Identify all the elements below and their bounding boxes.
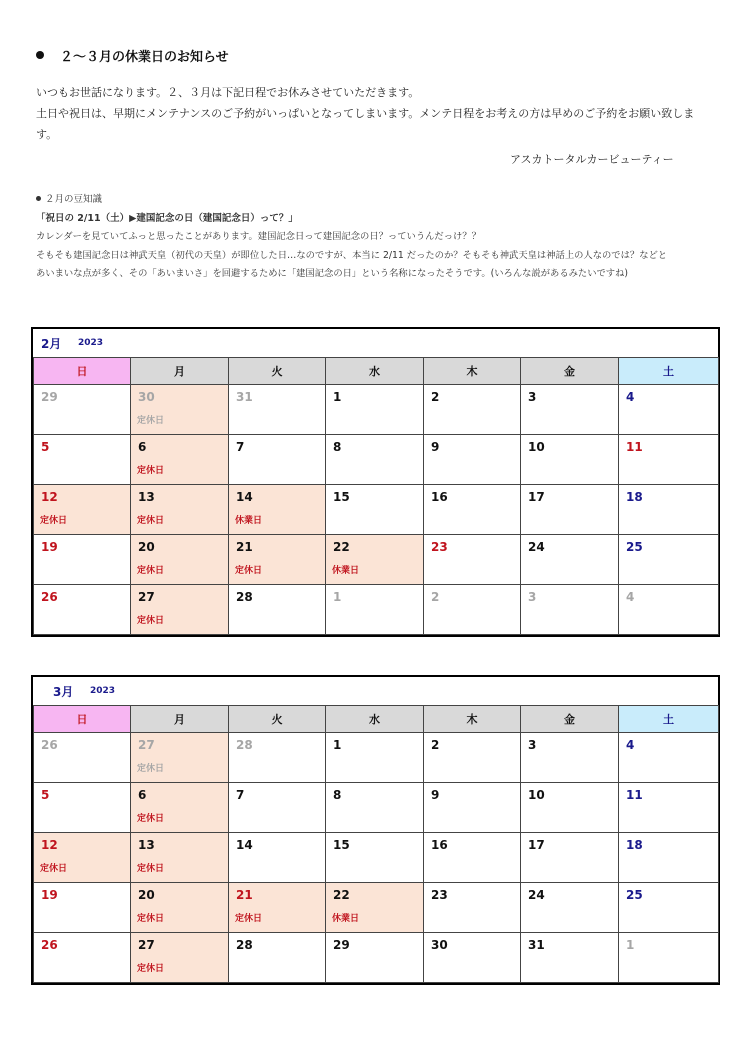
calendar-year: 2023 bbox=[90, 686, 116, 696]
day-cell bbox=[326, 535, 424, 585]
day-number: 10 bbox=[528, 440, 545, 454]
day-number: 11 bbox=[626, 788, 643, 802]
day-cell bbox=[131, 933, 229, 983]
day-number: 10 bbox=[528, 788, 545, 802]
day-cell bbox=[131, 485, 229, 535]
week-row bbox=[34, 385, 719, 435]
closed-day-label: 定休日 bbox=[137, 964, 165, 974]
week-row bbox=[34, 783, 719, 833]
day-cell bbox=[34, 585, 131, 635]
trivia-line-3: あいまいな点が多く、その「あいまいさ」を回避するために「建国記念の日」という名称になったそうです。(いろんな説があるみたいですね) bbox=[36, 268, 629, 279]
day-number: 7 bbox=[236, 440, 245, 454]
weekday-row bbox=[34, 706, 719, 733]
day-cell bbox=[34, 883, 131, 933]
day-cell bbox=[619, 535, 719, 585]
trivia-heading bbox=[36, 191, 726, 210]
weekday-header: 日 bbox=[34, 358, 131, 385]
day-number: 29 bbox=[333, 938, 350, 952]
day-cell bbox=[521, 833, 619, 883]
day-cell bbox=[521, 485, 619, 535]
day-cell bbox=[424, 485, 521, 535]
day-cell bbox=[34, 485, 131, 535]
day-cell bbox=[131, 435, 229, 485]
day-cell bbox=[326, 385, 424, 435]
calendar-grid bbox=[33, 705, 719, 983]
calendar-february bbox=[31, 327, 720, 637]
day-number: 1 bbox=[333, 390, 342, 404]
day-cell bbox=[619, 485, 719, 535]
day-number: 6 bbox=[138, 440, 147, 454]
calendar-header bbox=[33, 677, 718, 706]
weekday-header: 金 bbox=[521, 706, 619, 733]
day-number: 19 bbox=[41, 540, 58, 554]
closed-day-label: 休業日 bbox=[332, 914, 360, 924]
day-cell bbox=[229, 585, 326, 635]
day-cell bbox=[34, 733, 131, 783]
day-cell bbox=[521, 933, 619, 983]
day-number: 20 bbox=[138, 540, 155, 554]
day-number: 28 bbox=[236, 738, 253, 752]
day-cell bbox=[521, 783, 619, 833]
day-number: 12 bbox=[41, 838, 58, 852]
week-row bbox=[34, 733, 719, 783]
day-number: 23 bbox=[431, 888, 448, 902]
day-number: 8 bbox=[333, 440, 342, 454]
closed-day-label: 定休日 bbox=[235, 566, 263, 576]
day-cell bbox=[619, 833, 719, 883]
day-cell bbox=[229, 435, 326, 485]
day-cell bbox=[34, 833, 131, 883]
intro-line-1: いつもお世話になります。２、３月は下記日程でお休みさせていただきます。 bbox=[36, 86, 420, 99]
day-number: 7 bbox=[236, 788, 245, 802]
day-number: 8 bbox=[333, 788, 342, 802]
intro-line-3: す。 bbox=[36, 128, 58, 141]
page-title-text: ２～３月の休業日のお知らせ bbox=[60, 50, 229, 65]
day-cell bbox=[131, 883, 229, 933]
day-cell bbox=[34, 535, 131, 585]
day-number: 28 bbox=[236, 938, 253, 952]
day-number: 6 bbox=[138, 788, 147, 802]
calendar-month: 3月 bbox=[53, 685, 74, 699]
day-number: 30 bbox=[138, 390, 155, 404]
day-cell bbox=[521, 585, 619, 635]
day-cell bbox=[619, 733, 719, 783]
calendar-year: 2023 bbox=[78, 338, 104, 348]
day-cell bbox=[229, 933, 326, 983]
week-row bbox=[34, 933, 719, 983]
day-number: 15 bbox=[333, 490, 350, 504]
day-number: 25 bbox=[626, 540, 643, 554]
day-number: 1 bbox=[626, 938, 635, 952]
day-cell bbox=[619, 783, 719, 833]
day-number: 12 bbox=[41, 490, 58, 504]
bullet-icon bbox=[36, 51, 44, 59]
day-cell bbox=[619, 585, 719, 635]
day-cell bbox=[229, 733, 326, 783]
calendar-month: 2月 bbox=[41, 337, 62, 351]
day-number: 4 bbox=[626, 738, 635, 752]
week-row bbox=[34, 883, 719, 933]
day-number: 27 bbox=[138, 738, 155, 752]
day-number: 30 bbox=[431, 938, 448, 952]
weekday-header: 金 bbox=[521, 358, 619, 385]
day-cell bbox=[229, 385, 326, 435]
calendar-grid bbox=[33, 357, 719, 635]
day-cell bbox=[34, 385, 131, 435]
week-row bbox=[34, 585, 719, 635]
day-cell bbox=[521, 883, 619, 933]
day-number: 9 bbox=[431, 440, 440, 454]
day-number: 31 bbox=[236, 390, 253, 404]
signature: アスカトータルカービューティー bbox=[510, 153, 674, 166]
day-number: 13 bbox=[138, 838, 155, 852]
weekday-header: 木 bbox=[424, 706, 521, 733]
closed-day-label: 定休日 bbox=[40, 516, 68, 526]
closed-day-label: 定休日 bbox=[137, 914, 165, 924]
day-number: 2 bbox=[431, 590, 440, 604]
day-number: 28 bbox=[236, 590, 253, 604]
day-cell bbox=[131, 783, 229, 833]
day-number: 29 bbox=[41, 390, 58, 404]
day-cell bbox=[521, 435, 619, 485]
day-number: 26 bbox=[41, 590, 58, 604]
day-cell bbox=[521, 733, 619, 783]
closed-day-label: 定休日 bbox=[235, 914, 263, 924]
trivia-section bbox=[36, 191, 726, 284]
day-cell bbox=[229, 783, 326, 833]
trivia-heading-text: ２月の豆知識 bbox=[45, 194, 103, 205]
day-cell bbox=[424, 385, 521, 435]
day-number: 26 bbox=[41, 738, 58, 752]
day-number: 24 bbox=[528, 888, 545, 902]
weekday-header: 火 bbox=[229, 358, 326, 385]
page-title bbox=[36, 46, 229, 65]
weekday-header: 土 bbox=[619, 358, 719, 385]
weekday-row bbox=[34, 358, 719, 385]
day-cell bbox=[131, 585, 229, 635]
closed-day-label: 休業日 bbox=[235, 516, 263, 526]
day-cell bbox=[326, 585, 424, 635]
day-number: 17 bbox=[528, 838, 545, 852]
weekday-header: 月 bbox=[131, 706, 229, 733]
day-number: 24 bbox=[528, 540, 545, 554]
day-number: 16 bbox=[431, 838, 448, 852]
day-cell bbox=[229, 485, 326, 535]
day-cell bbox=[424, 585, 521, 635]
day-cell bbox=[619, 883, 719, 933]
day-number: 13 bbox=[138, 490, 155, 504]
day-number: 2 bbox=[431, 738, 440, 752]
day-cell bbox=[34, 933, 131, 983]
closed-day-label: 定休日 bbox=[137, 466, 165, 476]
day-cell bbox=[34, 783, 131, 833]
day-number: 14 bbox=[236, 490, 253, 504]
day-cell bbox=[424, 733, 521, 783]
closed-day-label: 定休日 bbox=[137, 616, 165, 626]
weekday-header: 土 bbox=[619, 706, 719, 733]
day-number: 5 bbox=[41, 788, 50, 802]
calendar-march bbox=[31, 675, 720, 985]
day-number: 26 bbox=[41, 938, 58, 952]
day-number: 18 bbox=[626, 490, 643, 504]
day-number: 18 bbox=[626, 838, 643, 852]
day-number: 4 bbox=[626, 390, 635, 404]
closed-day-label: 休業日 bbox=[332, 566, 360, 576]
day-number: 22 bbox=[333, 540, 350, 554]
day-cell bbox=[131, 833, 229, 883]
closed-day-label: 定休日 bbox=[137, 864, 165, 874]
trivia-line-2: そもそも建国記念日は神武天皇（初代の天皇）が即位した日…なのですが、本当に 2/11 だったのか？そもそも神武天皇は神話上の人なのでは？などと bbox=[36, 249, 668, 261]
day-cell bbox=[131, 733, 229, 783]
bullet-icon bbox=[36, 196, 41, 201]
day-number: 14 bbox=[236, 838, 253, 852]
day-number: 4 bbox=[626, 590, 635, 604]
closed-day-label: 定休日 bbox=[40, 864, 68, 874]
day-number: 3 bbox=[528, 590, 537, 604]
day-number: 3 bbox=[528, 738, 537, 752]
day-number: 5 bbox=[41, 440, 50, 454]
trivia-question: 「祝日の 2/11（土）▶建国記念の日（建国記念日）って？」 bbox=[36, 212, 298, 224]
day-cell bbox=[424, 783, 521, 833]
day-number: 21 bbox=[236, 888, 253, 902]
week-row bbox=[34, 535, 719, 585]
week-row bbox=[34, 435, 719, 485]
day-cell bbox=[424, 883, 521, 933]
closed-day-label: 定休日 bbox=[137, 764, 165, 774]
day-cell bbox=[424, 833, 521, 883]
intro-line-2: 土日や祝日は、早期にメンテナンスのご予約がいっぱいとなってしまいます。メンテ日程をお考えの方は早めのご予約をお願い致しま bbox=[36, 107, 695, 120]
day-number: 27 bbox=[138, 938, 155, 952]
calendar-header bbox=[33, 329, 718, 358]
day-number: 27 bbox=[138, 590, 155, 604]
day-cell bbox=[131, 385, 229, 435]
day-number: 2 bbox=[431, 390, 440, 404]
day-number: 22 bbox=[333, 888, 350, 902]
week-row bbox=[34, 485, 719, 535]
day-cell bbox=[424, 535, 521, 585]
day-number: 15 bbox=[333, 838, 350, 852]
weekday-header: 水 bbox=[326, 706, 424, 733]
closed-day-label: 定休日 bbox=[137, 416, 165, 426]
day-number: 21 bbox=[236, 540, 253, 554]
weekday-header: 月 bbox=[131, 358, 229, 385]
day-number: 20 bbox=[138, 888, 155, 902]
weekday-header: 水 bbox=[326, 358, 424, 385]
day-cell bbox=[521, 535, 619, 585]
day-number: 25 bbox=[626, 888, 643, 902]
day-cell bbox=[326, 485, 424, 535]
day-cell bbox=[619, 385, 719, 435]
day-cell bbox=[326, 733, 424, 783]
day-number: 23 bbox=[431, 540, 448, 554]
day-cell bbox=[34, 435, 131, 485]
closed-day-label: 定休日 bbox=[137, 566, 165, 576]
day-cell bbox=[131, 535, 229, 585]
day-number: 11 bbox=[626, 440, 643, 454]
trivia-line-1: カレンダーを見ていてふっと思ったことがあります。建国記念日って建国記念の日？っていうんだっけ？？ bbox=[36, 231, 481, 242]
day-number: 1 bbox=[333, 738, 342, 752]
day-number: 19 bbox=[41, 888, 58, 902]
day-cell bbox=[619, 435, 719, 485]
closed-day-label: 定休日 bbox=[137, 814, 165, 824]
weekday-header: 木 bbox=[424, 358, 521, 385]
day-cell bbox=[229, 535, 326, 585]
day-number: 16 bbox=[431, 490, 448, 504]
day-cell bbox=[229, 883, 326, 933]
day-number: 17 bbox=[528, 490, 545, 504]
day-cell bbox=[424, 933, 521, 983]
day-cell bbox=[424, 435, 521, 485]
day-cell bbox=[229, 833, 326, 883]
day-cell bbox=[619, 933, 719, 983]
day-cell bbox=[326, 783, 424, 833]
closed-day-label: 定休日 bbox=[137, 516, 165, 526]
day-cell bbox=[326, 435, 424, 485]
day-cell bbox=[326, 883, 424, 933]
weekday-header: 火 bbox=[229, 706, 326, 733]
weekday-header: 日 bbox=[34, 706, 131, 733]
day-number: 1 bbox=[333, 590, 342, 604]
day-cell bbox=[326, 933, 424, 983]
intro-text bbox=[36, 82, 726, 145]
day-cell bbox=[326, 833, 424, 883]
week-row bbox=[34, 833, 719, 883]
day-cell bbox=[521, 385, 619, 435]
day-number: 3 bbox=[528, 390, 537, 404]
day-number: 9 bbox=[431, 788, 440, 802]
day-number: 31 bbox=[528, 938, 545, 952]
